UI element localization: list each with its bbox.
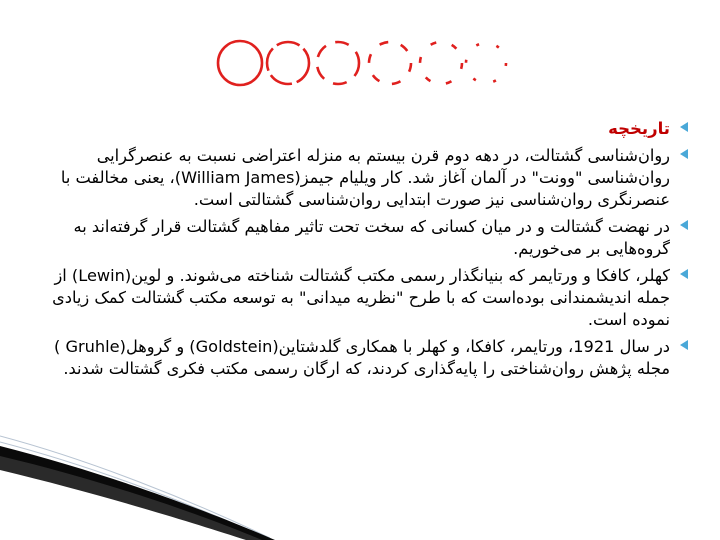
triangle-left-icon [680,340,688,350]
dashed-circle-4 [420,42,462,84]
triangle-left-icon [680,122,688,132]
dashed-circle-5 [466,43,506,83]
closure-circles-graphic [210,33,510,93]
bullet-list [44,118,688,385]
list-item [44,216,688,260]
triangle-left-icon [680,269,688,279]
section-heading-item [44,118,688,140]
section-heading: تاریخچه [608,119,670,138]
list-item [44,145,688,211]
paragraph-text: در نهضت گشتالت و در میان کسانی که سخت تحت تاثیر مفاهیم گشتالت قرار گرفته‌اند به گروه‌هایی بر می‌خوریم. [73,217,670,258]
paragraph-text: روان‌شناسی گشتالت، در دهه دوم قرن بیستم به منزله اعتراضی نسبت به عنصرگرایی روان‌شناسی "وونت" در آلمان آغاز شد. کار ویلیام جیمز(William James)، یعنی مخالفت با عنصرنگری روان‌شناسی نیز صورت ابتدایی روان‌شناسی گشتالتی است. [60,146,670,209]
triangle-left-icon [680,220,688,230]
dashed-circle-3 [369,42,411,84]
list-item [44,336,688,380]
paragraph-text: در سال 1921، ورتایمر، کافکا، و کهلر با همکاری گلدشتاین(Goldstein) و گروهل(Gruhle ) مجله پژهش روان‌شناختی را پایه‌گذاری کردند، که ارگان رسمی مکتب فکری گشتالت شدند. [53,337,670,378]
dashed-circle-2 [317,42,359,84]
full-circle [218,41,262,85]
triangle-left-icon [680,149,688,159]
list-item [44,265,688,331]
paragraph-text: کهلر، کافکا و ورتایمر که بنیانگذار رسمی مکتب گشتالت شناخته می‌شوند. و لوین(Lewin) از جمله اندیشمندانی بوده‌است که با طرح "نظریه میدانی" به توسعه مکتب گشتالت کمک زیادی نموده است. [52,266,670,329]
dashed-circle-1 [267,42,309,84]
decorative-swoosh [0,430,320,540]
